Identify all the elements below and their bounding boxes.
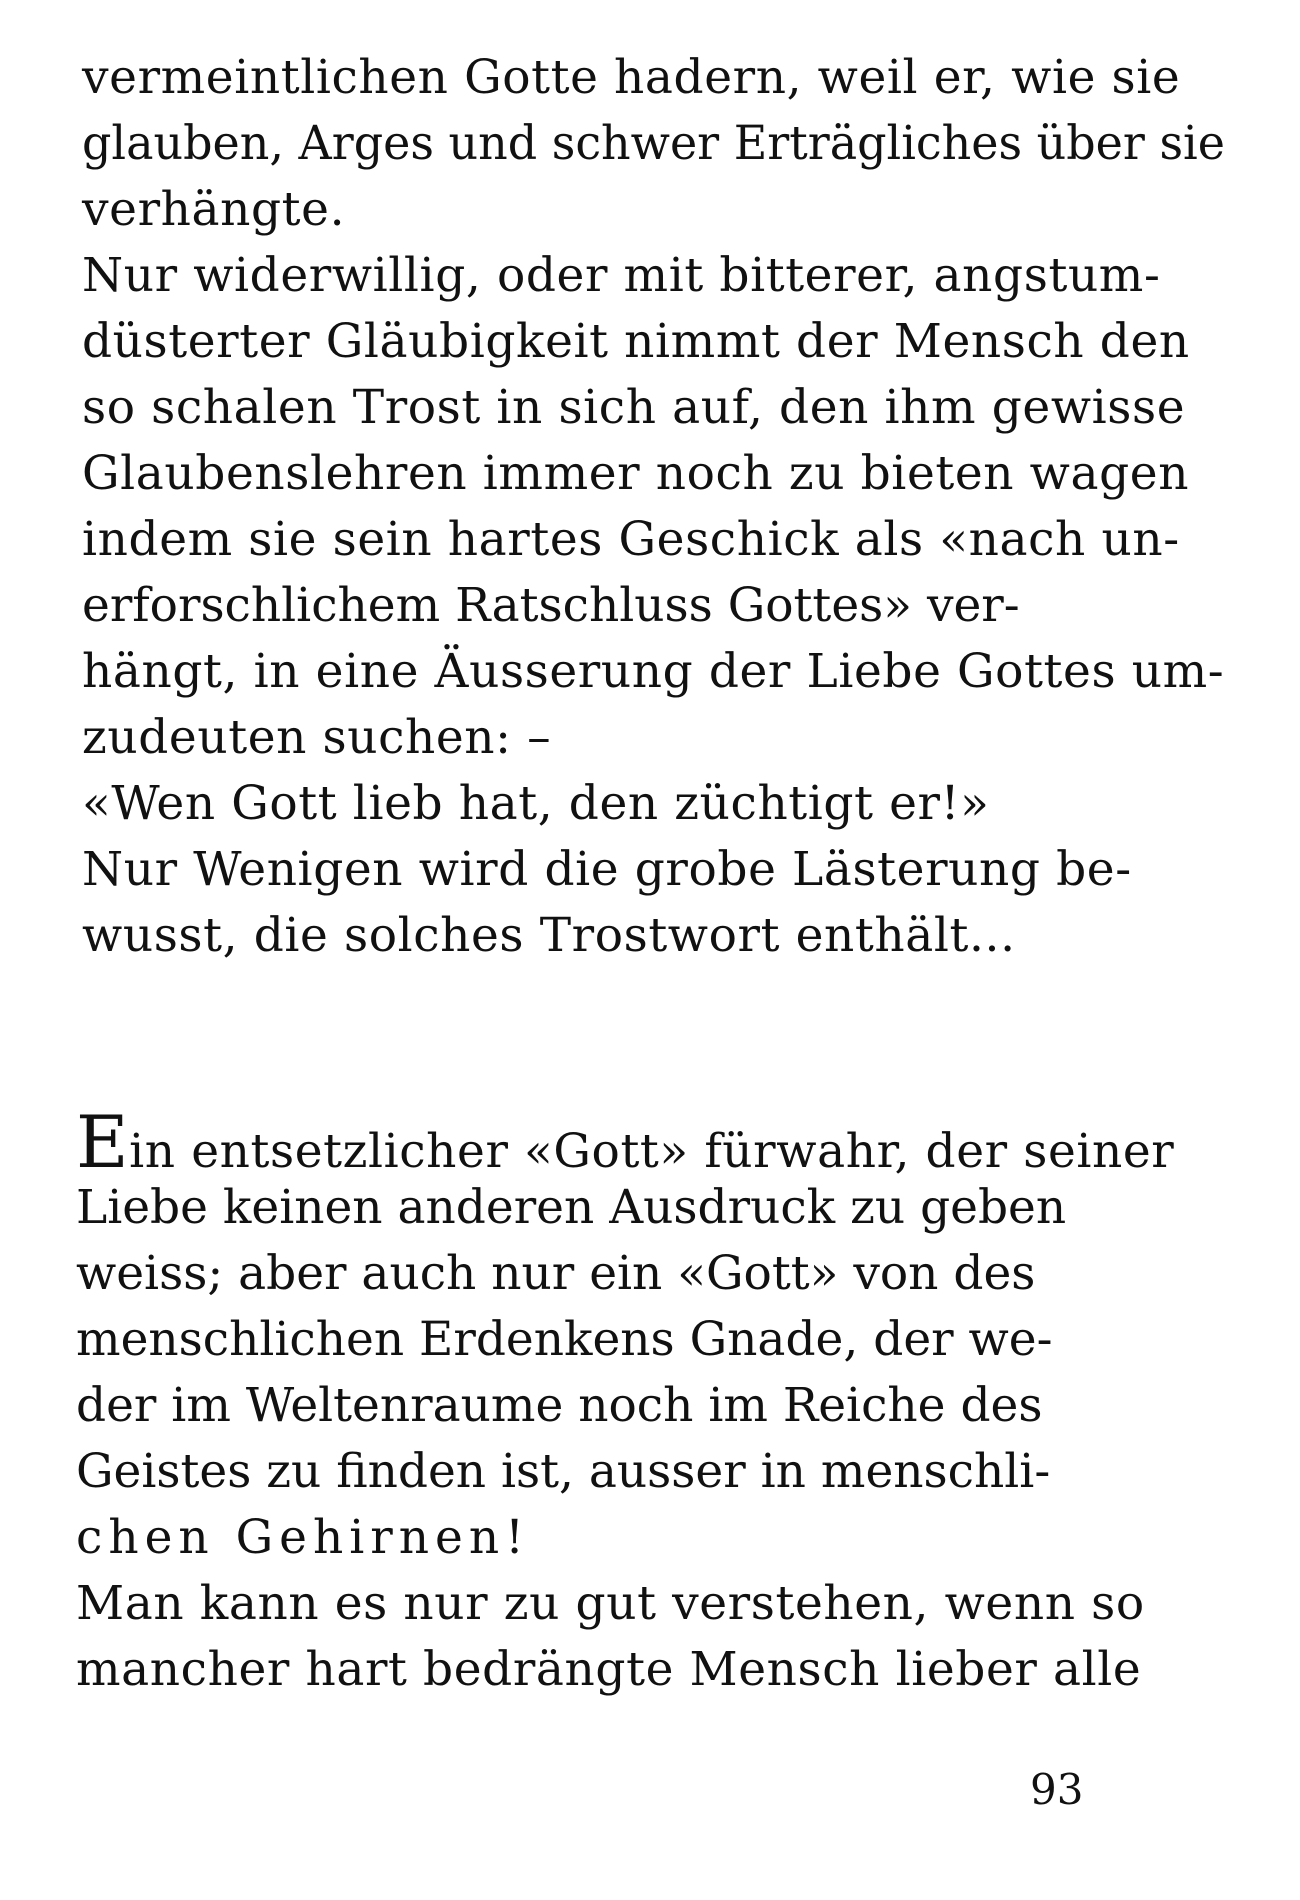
text-line: erforschlichem Ratschluss Gottes» ver-	[82, 578, 1020, 633]
text-line: Man kann es nur zu gut verstehen, wenn so	[76, 1576, 1145, 1631]
text-line: Geistes zu finden ist, ausser in menschli-	[76, 1444, 1051, 1499]
text-line: verhängte.	[82, 182, 346, 237]
text-line: glauben, Arges und schwer Erträgliches über sie	[82, 116, 1225, 171]
text-line: vermeintlichen Gotte hadern, weil er, wie sie	[82, 50, 1181, 105]
text-line: so schalen Trost in sich auf, den ihm gewisse	[82, 380, 1186, 435]
text-line: Nur Wenigen wird die grobe Lästerung be-	[82, 842, 1132, 897]
text-line: weiss; aber auch nur ein «Gott» von des	[76, 1246, 1036, 1301]
text-line: indem sie sein hartes Geschick als «nach un-	[82, 512, 1180, 567]
text-line: der im Weltenraume noch im Reiche des	[76, 1378, 1043, 1433]
text-line: wusst, die solches Trostwort enthält...	[82, 908, 1016, 963]
drop-cap: E	[76, 1100, 130, 1184]
text-line: Nur widerwillig, oder mit bitterer, angstum-	[82, 248, 1161, 303]
text-line: menschlichen Erdenkens Gnade, der we-	[76, 1312, 1053, 1367]
text-line: Glaubenslehren immer noch zu bieten wagen	[82, 446, 1190, 501]
quote-line: «Wen Gott lieb hat, den züchtigt er!»	[82, 776, 990, 831]
text-line: düsterter Gläubigkeit nimmt der Mensch den	[82, 314, 1190, 369]
text-line: chen Gehirnen!	[76, 1510, 530, 1565]
text-line: mancher hart bedrängte Mensch lieber alle	[76, 1642, 1142, 1697]
text-line: hängt, in eine Äusserung der Liebe Gottes um-	[82, 644, 1225, 699]
text-line: Liebe keinen anderen Ausdruck zu geben	[76, 1180, 1067, 1235]
first-line-text: in entsetzlicher «Gott» fürwahr, der seiner	[129, 1124, 1175, 1179]
first-line	[76, 1100, 1175, 1184]
text-line: zudeuten suchen: –	[82, 710, 552, 765]
page-number: 93	[1030, 1765, 1084, 1814]
